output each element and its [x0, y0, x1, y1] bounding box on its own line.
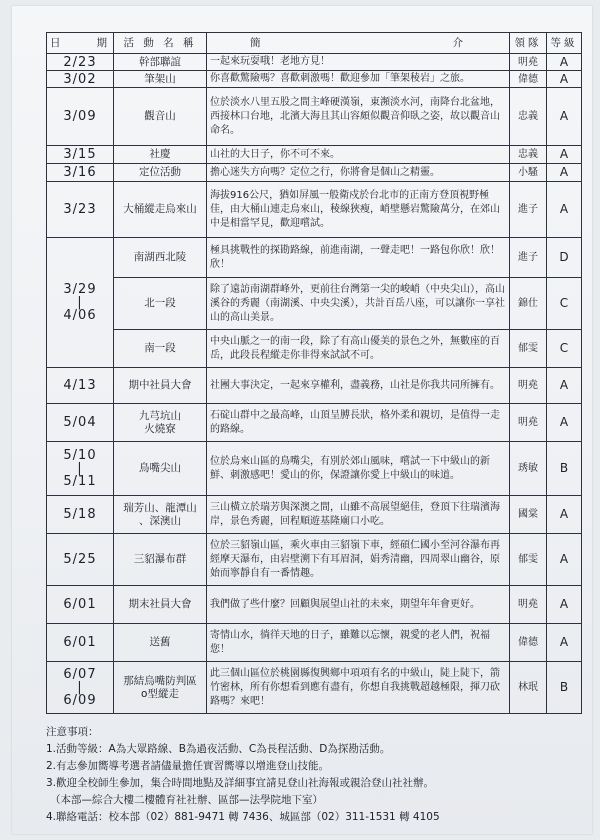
- table-row: [47, 586, 582, 624]
- row-leader: 郁雯: [510, 330, 547, 368]
- row-description: 海拔916公尺，猶如屏風一般衛戍於台北市的正南方登頂視野極佳，由大桶山連走烏來山，稜線狹瘦，峭壁懸岩驚險萬分，在郊山中是相當罕見，歡迎嚐試。: [207, 182, 510, 238]
- row-leader: 琇敏: [510, 442, 547, 496]
- header-level: 等級: [547, 33, 582, 54]
- table-row: [47, 442, 582, 496]
- row-date-span: 3/29 | 4/06: [47, 238, 114, 368]
- row-activity: 送舊: [114, 624, 207, 662]
- header-leader: 領隊: [510, 33, 547, 54]
- row-level: A: [547, 368, 582, 404]
- schedule-sheet: [12, 6, 592, 834]
- row-leader: 偉德: [510, 71, 547, 88]
- row-leader: 國棠: [510, 496, 547, 534]
- table-row: [47, 182, 582, 238]
- note-1: 1.活動等級：A為大眾路線、B為過夜活動、C為長程活動、D為探勘活動。: [46, 743, 391, 755]
- note-4: 4.聯絡電話：校本部（02）881-9471 轉 7436、城區部（02）311-1531 轉 4105: [46, 811, 440, 823]
- table-row: [47, 662, 582, 714]
- row-level: A: [547, 624, 582, 662]
- row-description: 我們做了些什麼？回顧與展望山社的未來，期望年年會更好。: [207, 586, 510, 624]
- notes-title: 注意事項：: [46, 726, 99, 738]
- row-date: 5/18: [47, 496, 114, 534]
- row-description: 除了遠訪南湖群峰外，更前往台灣第一尖的峻峭（中央尖山），高山溪谷的秀麗（南湖溪、中央尖溪），共計百岳八座，可以讓你一享社山的高山美景。: [207, 278, 510, 330]
- row-description: 寄情山水，徜徉天地的日子，雖難以忘懷，親愛的老人們，祝福您！: [207, 624, 510, 662]
- row-level: D: [547, 238, 582, 278]
- table-row: [47, 71, 582, 88]
- row-description: 中央山脈之一的南一段，除了有高山優美的景色之外，無數座的百岳，此段長程縱走你非得來試試不可。: [207, 330, 510, 368]
- row-leader: 小騷: [510, 164, 547, 182]
- row-leader: 進子: [510, 182, 547, 238]
- row-level: A: [547, 54, 582, 71]
- row-description: 山社的大日子，你不可不來。: [207, 146, 510, 164]
- row-activity: 鳥嘴尖山: [114, 442, 207, 496]
- row-activity: 幹部聯誼: [114, 54, 207, 71]
- row-activity: 社慶: [114, 146, 207, 164]
- table-row: [47, 330, 582, 368]
- table-row: [47, 624, 582, 662]
- table-row: [47, 164, 582, 182]
- header-date: 日 期: [47, 33, 114, 54]
- row-leader: 明堯: [510, 404, 547, 442]
- row-leader: 郁雯: [510, 534, 547, 586]
- row-leader: 忠義: [510, 146, 547, 164]
- table-header-row: [47, 33, 582, 54]
- row-date: 3/09: [47, 88, 114, 146]
- row-date: 5/25: [47, 534, 114, 586]
- row-level: A: [547, 496, 582, 534]
- row-activity: 瑞芳山、龍潭山 、深澳山: [114, 496, 207, 534]
- table-row: [47, 278, 582, 330]
- row-level: C: [547, 278, 582, 330]
- row-leader: 明堯: [510, 368, 547, 404]
- row-level: A: [547, 404, 582, 442]
- table-row: [47, 146, 582, 164]
- row-description: 極具挑戰性的探勘路線，前進南湖，一聲走吧！一路包你欣！欣！欣！: [207, 238, 510, 278]
- schedule-table: [46, 32, 582, 714]
- row-level: C: [547, 330, 582, 368]
- row-date: 6/01: [47, 586, 114, 624]
- row-leader: 忠義: [510, 88, 547, 146]
- row-description: 擔心迷失方向嗎？定位之行，你將會是個山之精靈。: [207, 164, 510, 182]
- row-activity: 大桶縱走烏來山: [114, 182, 207, 238]
- table-row: [47, 238, 582, 278]
- row-level: A: [547, 88, 582, 146]
- row-level: A: [547, 164, 582, 182]
- note-3: 3.歡迎全校師生參加，集合時間地點及詳細事宜請見登山社海報或親洽登山社社辦。: [46, 777, 435, 789]
- row-description: 三山橫立於瑞芳與深澳之間，山雖不高展望絕佳，登頂下往瑞濱海岸，景色秀麗，回程順遊基隆廟口小吃。: [207, 496, 510, 534]
- row-level: A: [547, 182, 582, 238]
- header-activity: 活 動 名 稱: [114, 33, 207, 54]
- row-activity: 期末社員大會: [114, 586, 207, 624]
- row-activity: 三貂瀑布群: [114, 534, 207, 586]
- row-date: 4/13: [47, 368, 114, 404]
- note-2: 2.有志參加嚮導考選者請儘量擔任實習嚮導以增進登山技能。: [46, 760, 330, 772]
- row-activity: 期中社員大會: [114, 368, 207, 404]
- row-description: 你喜歡驚險嗎？喜歡刺激嗎！歡迎參加「筆架稜岩」之旅。: [207, 71, 510, 88]
- row-leader: 進子: [510, 238, 547, 278]
- row-date: 6/01: [47, 624, 114, 662]
- table-row: [47, 534, 582, 586]
- row-level: A: [547, 146, 582, 164]
- row-date: 5/04: [47, 404, 114, 442]
- row-activity: 南一段: [114, 330, 207, 368]
- row-description: 位於淡水八里五股之間主峰硬漢嶺，東瀕淡水河，南降台北盆地，西接林口台地，北濱大海且其山容頗似觀音仰臥之姿，故以觀音山命名。: [207, 88, 510, 146]
- table-row: [47, 496, 582, 534]
- row-activity: 定位活動: [114, 164, 207, 182]
- notes-section: [46, 724, 586, 826]
- row-description: 位於烏來山區的鳥嘴尖，有別於郊山風味，嚐試一下中級山的新鮮、刺激感吧！愛山的你，保證讓你愛上中級山的味道。: [207, 442, 510, 496]
- row-description: 一起來玩耍哦！老地方見！: [207, 54, 510, 71]
- row-description: 此三個山區位於桃園縣復興鄉中項項有名的中級山，陡上陡下，箭竹密林，所有你想看到應有盡有，你想自我挑戰超越極限，揮刀砍路嗎？來吧！: [207, 662, 510, 714]
- row-description: 位於三貂嶺山區，乘火車由三貂嶺下車，經碩仁國小至河谷瀑布再經摩天瀑布，由岩壁溯下有耳眉洞，娟秀清幽，四周翠山幽谷，原始而寧靜自有一番情趣。: [207, 534, 510, 586]
- row-description: 石碇山群中之最高峰，山頂呈膊長狀，格外柔和親切，是值得一走的路線。: [207, 404, 510, 442]
- row-description: 社團大事決定，一起來享權利，盡義務，山社是你我共同所擁有。: [207, 368, 510, 404]
- row-activity: 北一段: [114, 278, 207, 330]
- row-leader: 明堯: [510, 586, 547, 624]
- row-date: 2/23: [47, 54, 114, 71]
- row-leader: 明堯: [510, 54, 547, 71]
- table-row: [47, 368, 582, 404]
- row-leader: 錦仕: [510, 278, 547, 330]
- row-level: A: [547, 71, 582, 88]
- row-date-span: 5/10 | 5/11: [47, 442, 114, 496]
- row-level: A: [547, 534, 582, 586]
- note-3-detail: （本部—綜合大樓二樓體育社社辦、區部—法學院地下室）: [50, 794, 323, 806]
- table-row: [47, 88, 582, 146]
- table-row: [47, 404, 582, 442]
- row-level: B: [547, 662, 582, 714]
- row-date: 3/23: [47, 182, 114, 238]
- row-activity: 那結烏嘴防判區 o型縱走: [114, 662, 207, 714]
- header-description: 簡 介: [207, 33, 510, 54]
- row-activity: 九芎坑山 火燒寮: [114, 404, 207, 442]
- row-date: 3/02: [47, 71, 114, 88]
- row-date: 3/16: [47, 164, 114, 182]
- row-leader: 林珉: [510, 662, 547, 714]
- row-level: A: [547, 586, 582, 624]
- row-date: 3/15: [47, 146, 114, 164]
- row-activity: 筆架山: [114, 71, 207, 88]
- row-level: B: [547, 442, 582, 496]
- row-date-span: 6/07 | 6/09: [47, 662, 114, 714]
- table-row: [47, 54, 582, 71]
- row-activity: 觀音山: [114, 88, 207, 146]
- row-leader: 偉德: [510, 624, 547, 662]
- row-activity: 南湖西北陵: [114, 238, 207, 278]
